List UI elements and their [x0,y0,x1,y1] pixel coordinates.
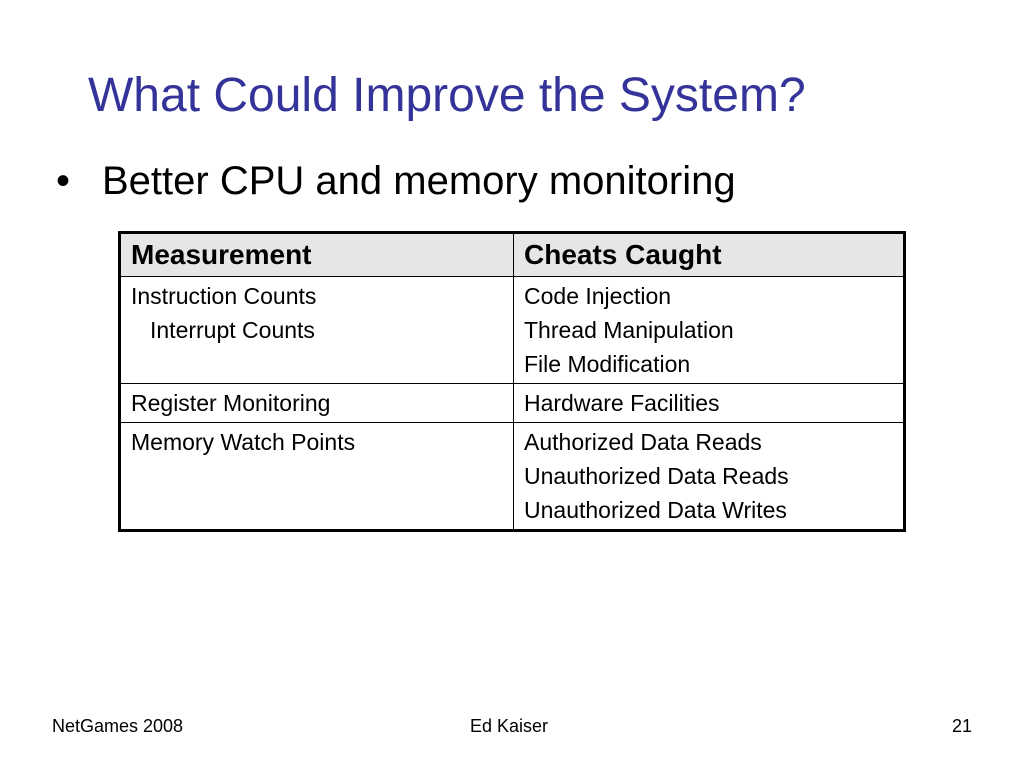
measurement-line: Register Monitoring [131,390,331,416]
cheat-line: Unauthorized Data Reads [524,463,789,489]
cheat-line: Unauthorized Data Writes [524,497,787,523]
cheat-line: Authorized Data Reads [524,429,762,455]
cheat-line: Hardware Facilities [524,390,720,416]
measurement-cell [120,423,514,531]
cheats-cell [514,423,905,531]
cheat-line: Thread Manipulation [524,317,734,343]
footer-author: Ed Kaiser [470,716,549,736]
footer-conference: NetGames 2008 [52,716,184,736]
table-row [120,423,905,531]
cheat-line: Code Injection [524,283,672,309]
cheat-line: File Modification [524,351,691,377]
measurement-line: Interrupt Counts [150,317,315,343]
footer-page-number: 21 [951,716,972,736]
bullet-text: Better CPU and memory monitoring [102,159,736,203]
cheats-cell [514,277,905,384]
cheats-cell [514,384,905,423]
bullet-item [56,156,736,206]
bullet-marker: • [56,159,71,203]
table-row [120,384,905,423]
measurement-line: Memory Watch Points [131,429,356,455]
table-header-row [120,233,905,277]
measurement-cell [120,384,514,423]
measurement-line: Instruction Counts [131,283,317,309]
measurement-table [118,231,906,532]
measurement-cell [120,277,514,384]
column-header-measurement: Measurement [120,233,514,277]
table-row [120,277,905,384]
column-header-cheats-caught: Cheats Caught [514,233,905,277]
slide-title: What Could Improve the System? [88,69,806,122]
